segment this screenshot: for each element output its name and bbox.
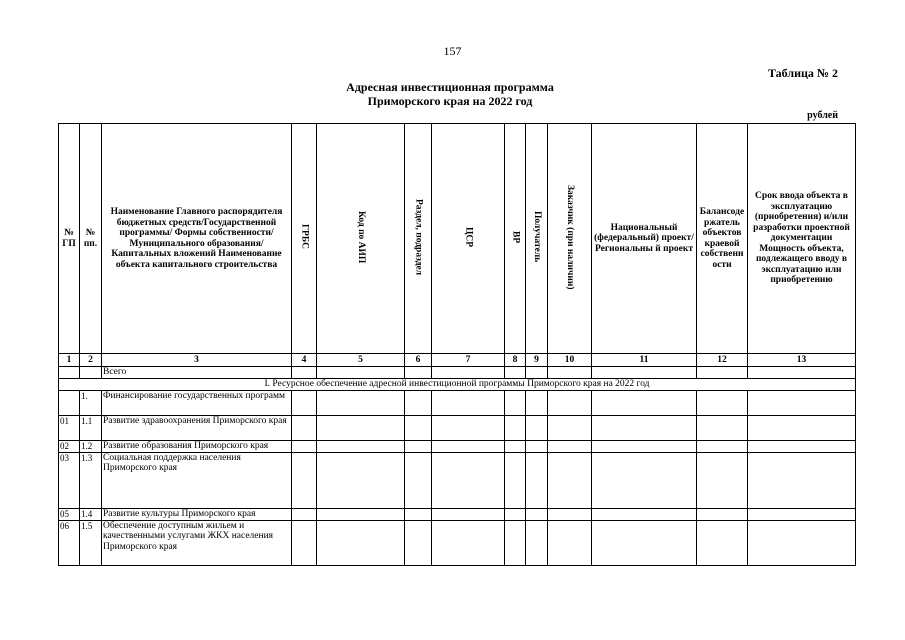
col-num: 7 [432, 354, 505, 367]
header-section: Раздел, подраздел [413, 198, 424, 275]
section-row [59, 379, 856, 391]
header-aip-code: Код по АИП [355, 210, 366, 263]
header-customer: Заказчик (при наличии) [564, 184, 575, 289]
col-num: 4 [292, 354, 317, 367]
col-num: 8 [505, 354, 526, 367]
table-label: Таблица № 2 [767, 66, 838, 80]
table-row: 02 1.2 Развитие образования Приморского края [59, 441, 856, 453]
header-grbs: ГРБС [299, 224, 310, 250]
page-number: 157 [443, 44, 462, 58]
header-gp: № ГП [59, 124, 80, 354]
header-name: Наименование Главного распорядителя бюджетных средств/Государственной программы/ Формы собственности/Муниципального образования/Капитальных вложений Наименование объекта капитального строительства [102, 124, 292, 354]
col-num: 10 [548, 354, 592, 367]
title-line-2: Приморского края на 2022 год [367, 94, 533, 108]
unit-label: рублей [807, 110, 838, 121]
section-title: I. Ресурсное обеспечение адресной инвестиционной программы Приморского края на 2022 год [59, 379, 856, 391]
table-row: 1. Финансирование государственных программ [59, 391, 856, 416]
document-title [250, 80, 650, 108]
col-num: 6 [405, 354, 432, 367]
column-number-row [59, 354, 856, 367]
row-name: Развитие образования Приморского края [102, 441, 292, 453]
table-row: 03 1.3 Социальная поддержка населения Приморского края [59, 452, 856, 508]
header-row [59, 124, 856, 354]
header-pp: № пп. [80, 124, 102, 354]
col-num: 13 [748, 354, 856, 367]
table-row: 01 1.1 Развитие здравоохранения Приморского края [59, 416, 856, 441]
total-label: Всего [102, 367, 292, 379]
header-recipient: Получатель [531, 211, 542, 263]
investment-program-table [58, 123, 856, 566]
row-name: Обеспечение доступным жильем и качественными услугами ЖКХ населения Приморского края [102, 520, 292, 565]
title-line-1: Адресная инвестиционная программа [346, 80, 554, 94]
header-balance-holder: Балансоде ржатель объектов краевой собственн ости [697, 124, 748, 354]
col-num: 2 [80, 354, 102, 367]
header-vr: ВР [510, 230, 521, 243]
col-num: 3 [102, 354, 292, 367]
col-num: 12 [697, 354, 748, 367]
table-row: 06 1.5 Обеспечение доступным жильем и качественными услугами ЖКХ населения Приморского края [59, 520, 856, 565]
table-row: 05 1.4 Развитие культуры Приморского края [59, 508, 856, 520]
col-num: 11 [592, 354, 697, 367]
row-name: Развитие здравоохранения Приморского края [102, 416, 292, 441]
col-num: 1 [59, 354, 80, 367]
col-num: 5 [317, 354, 405, 367]
row-name: Социальная поддержка населения Приморского края [102, 452, 292, 508]
header-commission-date: Срок ввода объекта в эксплуатацию (приобретения) и/или разработки проектной документации Мощность объекта, подлежащего вводу в эксплуатацию или приобретению [748, 124, 856, 354]
total-row [59, 367, 856, 379]
row-name: Развитие культуры Приморского края [102, 508, 292, 520]
header-csr: ЦСР [463, 226, 474, 247]
row-name: Финансирование государственных программ [102, 391, 292, 416]
col-num: 9 [526, 354, 548, 367]
header-national-project: Национальный (федеральный) проект/Региональны й проект [592, 124, 697, 354]
